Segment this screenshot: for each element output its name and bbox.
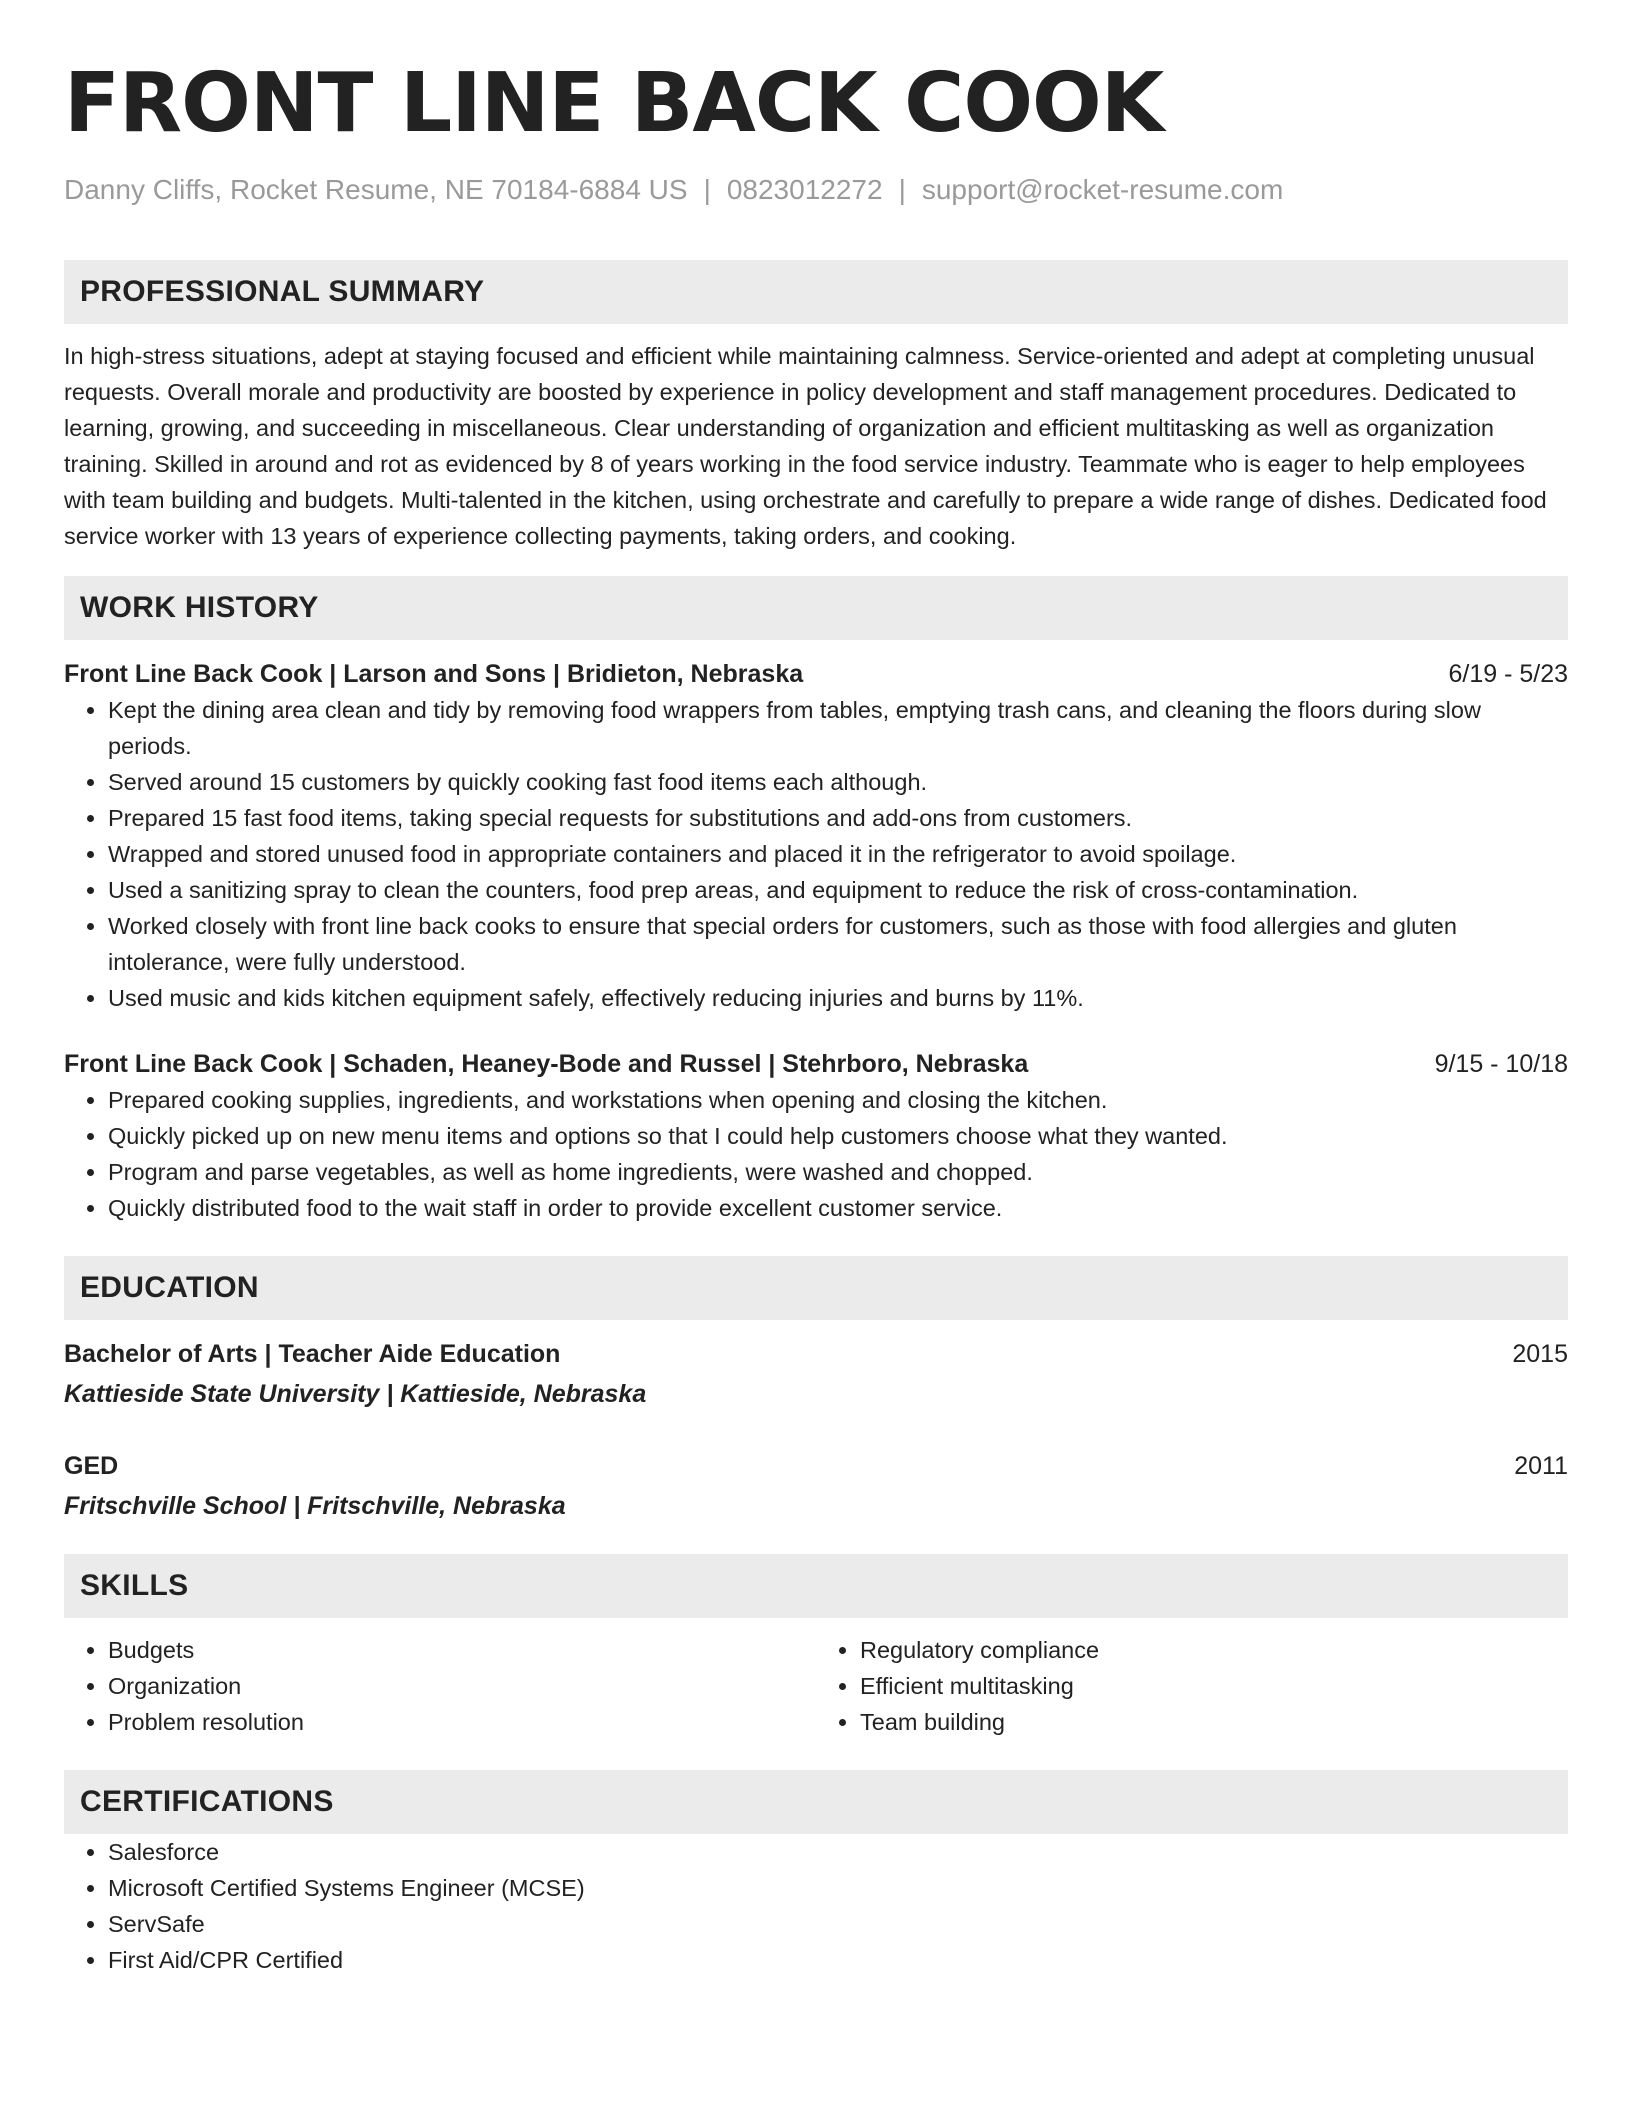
job-duties-list bbox=[64, 692, 1568, 1016]
list-item: • Kept the dining area clean and tidy by removing food wrappers from tables, emptying trash cans, and cleaning the floors during slow periods. bbox=[108, 692, 1568, 764]
job-entry-header bbox=[64, 1046, 1568, 1082]
contact-separator: | bbox=[703, 174, 711, 205]
education-entry-header bbox=[64, 1336, 1568, 1372]
list-item: • ServSafe bbox=[108, 1906, 1568, 1942]
job-dates: 6/19 - 5/23 bbox=[1448, 660, 1568, 688]
job-entry-header bbox=[64, 656, 1568, 692]
school-name: Kattieside State University | Kattieside, Nebraska bbox=[64, 1380, 647, 1408]
contact-phone: 0823012272 bbox=[726, 174, 883, 205]
list-item: • Budgets bbox=[108, 1632, 816, 1668]
contact-line bbox=[64, 172, 1568, 208]
skills-columns bbox=[64, 1632, 1568, 1740]
degree-title: Bachelor of Arts | Teacher Aide Education bbox=[64, 1340, 561, 1368]
list-item: • Used music and kids kitchen equipment safely, effectively reducing injuries and burns by 11%. bbox=[108, 980, 1568, 1016]
list-item: • Microsoft Certified Systems Engineer (MCSE) bbox=[108, 1870, 1568, 1906]
list-item: • Prepared cooking supplies, ingredients, and workstations when opening and closing the kitchen. bbox=[108, 1082, 1568, 1118]
school-name: Fritschville School | Fritschville, Nebraska bbox=[64, 1492, 566, 1520]
contact-address: Danny Cliffs, Rocket Resume, NE 70184-6884 US bbox=[64, 174, 688, 205]
list-item: • Problem resolution bbox=[108, 1704, 816, 1740]
list-item: • Worked closely with front line back cooks to ensure that special orders for customers, such as those with food allergies and gluten intolerance, were fully understood. bbox=[108, 908, 1568, 980]
summary-text: In high-stress situations, adept at staying focused and efficient while maintaining calmness. Service-oriented and adept at completing unusual requests. Overall morale and productivity are boosted by experience in policy development and staff management procedures. Dedicated to learning, growing, and succeeding in miscellaneous. Clear understanding of organization and efficient multitasking as well as organization training. Skilled in around and rot as evidenced by 8 of years working in the food service industry. Teammate who is eager to help employees with team building and budgets. Multi-talented in the kitchen, using orchestrate and carefully to prepare a wide range of dishes. Dedicated food service worker with 13 years of experience collecting payments, taking orders, and cooking. bbox=[64, 343, 1547, 549]
graduation-year: 2015 bbox=[1512, 1340, 1568, 1368]
work-history-heading: WORK HISTORY bbox=[64, 576, 1568, 640]
list-item: • Wrapped and stored unused food in appropriate containers and placed it in the refrigerator to avoid spoilage. bbox=[108, 836, 1568, 872]
list-item: • Quickly distributed food to the wait staff in order to provide excellent customer service. bbox=[108, 1190, 1568, 1226]
list-item: • Quickly picked up on new menu items and options so that I could help customers choose what they wanted. bbox=[108, 1118, 1568, 1154]
list-item: • Efficient multitasking bbox=[860, 1668, 1568, 1704]
certifications-list bbox=[64, 1834, 1568, 1978]
list-item: • Team building bbox=[860, 1704, 1568, 1740]
resume-title: FRONT LINE BACK COOK bbox=[64, 56, 1164, 151]
skills-heading: SKILLS bbox=[64, 1554, 1568, 1618]
education-entry-header bbox=[64, 1448, 1568, 1484]
list-item: • Program and parse vegetables, as well as home ingredients, were washed and chopped. bbox=[108, 1154, 1568, 1190]
job-title: Front Line Back Cook | Larson and Sons | Bridieton, Nebraska bbox=[64, 660, 804, 688]
skills-list-left bbox=[64, 1632, 816, 1740]
job-duties-list bbox=[64, 1082, 1568, 1226]
degree-title: GED bbox=[64, 1452, 119, 1480]
skills-list-right bbox=[816, 1632, 1568, 1740]
list-item: • Organization bbox=[108, 1668, 816, 1704]
job-title: Front Line Back Cook | Schaden, Heaney-Bode and Russel | Stehrboro, Nebraska bbox=[64, 1050, 1029, 1078]
list-item: • Served around 15 customers by quickly cooking fast food items each although. bbox=[108, 764, 1568, 800]
summary-heading: PROFESSIONAL SUMMARY bbox=[64, 260, 1568, 324]
graduation-year: 2011 bbox=[1514, 1452, 1568, 1480]
list-item: • Used a sanitizing spray to clean the counters, food prep areas, and equipment to reduce the risk of cross-contamination. bbox=[108, 872, 1568, 908]
list-item: • Salesforce bbox=[108, 1834, 1568, 1870]
job-dates: 9/15 - 10/18 bbox=[1434, 1050, 1568, 1078]
contact-separator: | bbox=[898, 174, 906, 205]
list-item: • Regulatory compliance bbox=[860, 1632, 1568, 1668]
list-item: • First Aid/CPR Certified bbox=[108, 1942, 1568, 1978]
certifications-heading: CERTIFICATIONS bbox=[64, 1770, 1568, 1834]
list-item: • Prepared 15 fast food items, taking special requests for substitutions and add-ons from customers. bbox=[108, 800, 1568, 836]
contact-email: support@rocket-resume.com bbox=[921, 174, 1284, 205]
education-heading: EDUCATION bbox=[64, 1256, 1568, 1320]
